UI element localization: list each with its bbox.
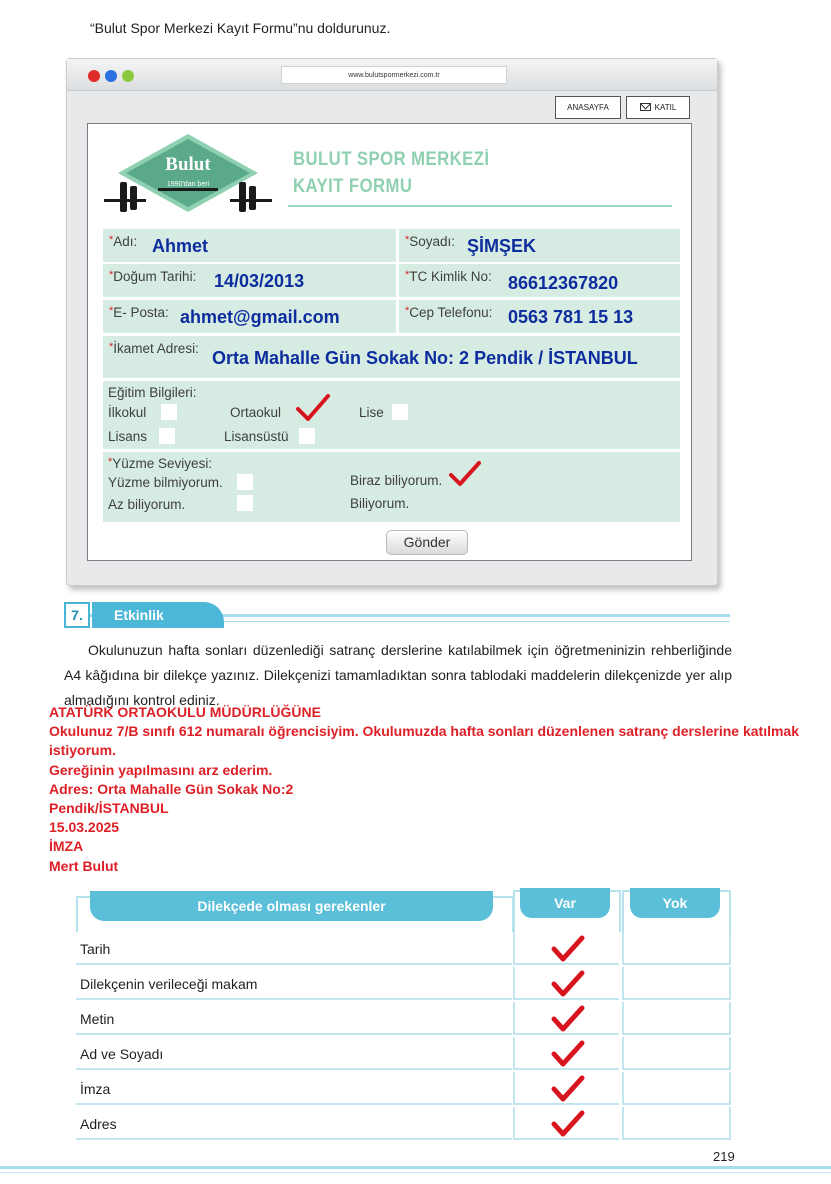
checklist-var-cell[interactable] <box>513 1037 619 1070</box>
join-button[interactable] <box>626 96 690 119</box>
close-dot-icon[interactable] <box>88 70 100 82</box>
checklist-var-cell[interactable] <box>513 1072 619 1105</box>
checklist-item-cell <box>76 1072 512 1105</box>
activity-text: Okulunuzun hafta sonları düzenlediği satranç derslerine katılabilmek için öğretmeninizin rehberliğinde A4 kâğıdına bir dilekçe yazınız. Dilekçenizi tamamladıktan sonra tablodaki maddelerin dilekçenizde yer alıp almadığını kontrol ediniz. <box>64 642 732 708</box>
tc-field[interactable] <box>399 264 680 297</box>
bulut-logo <box>98 130 278 224</box>
checklist-var-cell[interactable] <box>513 1002 619 1035</box>
edu-checkbox-lisans[interactable] <box>159 428 175 444</box>
submit-button[interactable]: Gönder <box>386 530 468 555</box>
swim-option-good: Biliyorum. <box>350 496 410 511</box>
checklist-item-label: Adres <box>80 1116 117 1132</box>
email-field[interactable] <box>103 300 396 333</box>
name-field[interactable] <box>103 229 396 262</box>
address-label: *İkamet Adresi: <box>109 341 199 356</box>
surname-label: *Soyadı: <box>405 234 456 249</box>
checklist-item-cell <box>76 967 512 1000</box>
swim-checkbox-little[interactable] <box>237 495 253 511</box>
checklist-yok-cell[interactable] <box>622 1037 731 1070</box>
join-button-label: KATIL <box>654 103 677 112</box>
petition-request: Gereğinin yapılmasını arz ederim. <box>49 762 273 778</box>
tc-label: *TC Kimlik No: <box>405 269 492 284</box>
petition-header: ATATÜRK ORTAOKULU MÜDÜRLÜĞÜNE <box>49 704 321 720</box>
petition-city: Pendik/İSTANBUL <box>49 800 169 816</box>
birthdate-label: *Doğum Tarihi: <box>109 269 197 284</box>
form-title-line1: BULUT SPOR MERKEZİ <box>293 149 490 170</box>
edu-option-ilkokul: İlkokul <box>108 405 147 420</box>
instruction-text: “Bulut Spor Merkezi Kayıt Formu”nu doldurunuz. <box>90 20 391 36</box>
swimming-label: *Yüzme Seviyesi: <box>108 456 213 471</box>
activity-divider-thin <box>224 621 730 622</box>
checklist-item-label: Dilekçenin verileceği makam <box>80 976 258 992</box>
phone-value: 0563 781 15 13 <box>508 307 634 327</box>
checklist-yok-cell[interactable] <box>622 932 731 965</box>
checklist-item-cell <box>76 1107 512 1140</box>
table-row <box>76 967 731 1002</box>
swimming-section <box>103 452 680 522</box>
petition-address: Adres: Orta Mahalle Gün Sokak No:2 <box>49 781 294 797</box>
address-value: Orta Mahalle Gün Sokak No: 2 Pendik / İSTANBUL <box>212 348 638 368</box>
maximize-dot-icon[interactable] <box>122 70 134 82</box>
edu-option-lise: Lise <box>359 405 384 420</box>
education-section <box>103 381 680 449</box>
education-label: Eğitim Bilgileri: <box>108 385 197 400</box>
checkmark-icon <box>551 1039 585 1069</box>
checkmark-icon <box>551 1004 585 1034</box>
checklist-item-cell <box>76 1002 512 1035</box>
checklist-var-cell[interactable] <box>513 967 619 1000</box>
page-number: 219 <box>713 1149 735 1164</box>
checklist-yok-cell[interactable] <box>622 1107 731 1140</box>
edu-option-lisans: Lisans <box>108 429 148 444</box>
edu-checkbox-lisansustu[interactable] <box>299 428 315 444</box>
petition-body: Okulunuz 7/B sınıfı 612 numaralı öğrencisiyim. Okulumuzda hafta sonları düzenlenen satranç derslerine katılmak istiyorum. <box>49 723 799 758</box>
edu-option-ortaokul: Ortaokul <box>230 405 282 420</box>
logo-name: Bulut <box>165 154 211 175</box>
checklist-item-label: İmza <box>80 1081 111 1097</box>
swim-option-little: Az biliyorum. <box>108 497 186 512</box>
phone-label: *Cep Telefonu: <box>405 305 493 320</box>
phone-field[interactable] <box>399 300 680 333</box>
tc-value: 86612367820 <box>508 273 619 293</box>
footer-divider <box>0 1166 831 1169</box>
title-divider <box>288 205 672 207</box>
email-value: ahmet@gmail.com <box>180 307 340 327</box>
checklist-var-cell[interactable] <box>513 932 619 965</box>
address-bar[interactable]: www.bulutspormerkezi.com.tr <box>281 66 507 84</box>
swim-option-none: Yüzme bilmiyorum. <box>108 475 223 490</box>
checklist-item-label: Tarih <box>80 941 111 957</box>
home-button[interactable]: ANASAYFA <box>555 96 621 119</box>
mail-icon <box>640 103 651 111</box>
petition-signature-label: İMZA <box>49 838 84 854</box>
checklist-item-label: Metin <box>80 1011 115 1027</box>
activity-label: Etkinlik <box>92 602 224 628</box>
checklist-header-yok: Yok <box>630 888 720 918</box>
name-label: *Adı: <box>109 234 138 249</box>
petition-date: 15.03.2025 <box>49 819 120 835</box>
swim-checkbox-none[interactable] <box>237 474 253 490</box>
form-title-line2: KAYIT FORMU <box>293 176 413 197</box>
edu-checkbox-ilkokul[interactable] <box>161 404 177 420</box>
edu-checkbox-lise[interactable] <box>392 404 408 420</box>
checklist-header-var: Var <box>520 888 610 918</box>
birthdate-field[interactable] <box>103 264 396 297</box>
birthdate-value: 14/03/2013 <box>214 271 305 291</box>
form-title <box>293 146 489 200</box>
checklist-item-label: Ad ve Soyadı <box>80 1046 164 1062</box>
registration-form <box>87 123 692 561</box>
table-row <box>76 1002 731 1037</box>
table-row <box>76 932 731 967</box>
activity-number: 7. <box>64 602 90 628</box>
table-row <box>76 1072 731 1107</box>
checkmark-icon <box>551 934 585 964</box>
table-row <box>76 1037 731 1072</box>
swim-option-some: Biraz biliyorum. <box>350 473 443 488</box>
checklist-item-cell <box>76 1037 512 1070</box>
checkmark-icon <box>551 969 585 999</box>
footer-divider-thin <box>0 1172 831 1173</box>
petition-name: Mert Bulut <box>49 858 119 874</box>
logo-since: 1990'dan beri <box>166 181 210 188</box>
email-label: *E- Posta: <box>109 305 169 320</box>
surname-value: ŞİMŞEK <box>467 236 537 256</box>
table-row <box>76 1107 731 1142</box>
checkmark-icon <box>551 1109 585 1139</box>
browser-window <box>66 58 718 586</box>
checklist-var-cell[interactable] <box>513 1107 619 1140</box>
checklist-header-item: Dilekçede olması gerekenler <box>90 891 493 921</box>
checklist-yok-cell[interactable] <box>622 967 731 1000</box>
edu-ortaokul-check-icon[interactable] <box>295 393 331 423</box>
checkmark-icon <box>551 1074 585 1104</box>
address-field[interactable] <box>103 336 680 378</box>
name-value: Ahmet <box>152 236 209 256</box>
checklist-item-cell <box>76 932 512 965</box>
browser-toolbar <box>67 59 717 91</box>
minimize-dot-icon[interactable] <box>105 70 117 82</box>
checklist-yok-cell[interactable] <box>622 1072 731 1105</box>
surname-field[interactable] <box>399 229 680 262</box>
checklist-yok-cell[interactable] <box>622 1002 731 1035</box>
edu-option-lisansustu: Lisansüstü <box>224 429 289 444</box>
swim-some-check-icon[interactable] <box>448 460 482 488</box>
